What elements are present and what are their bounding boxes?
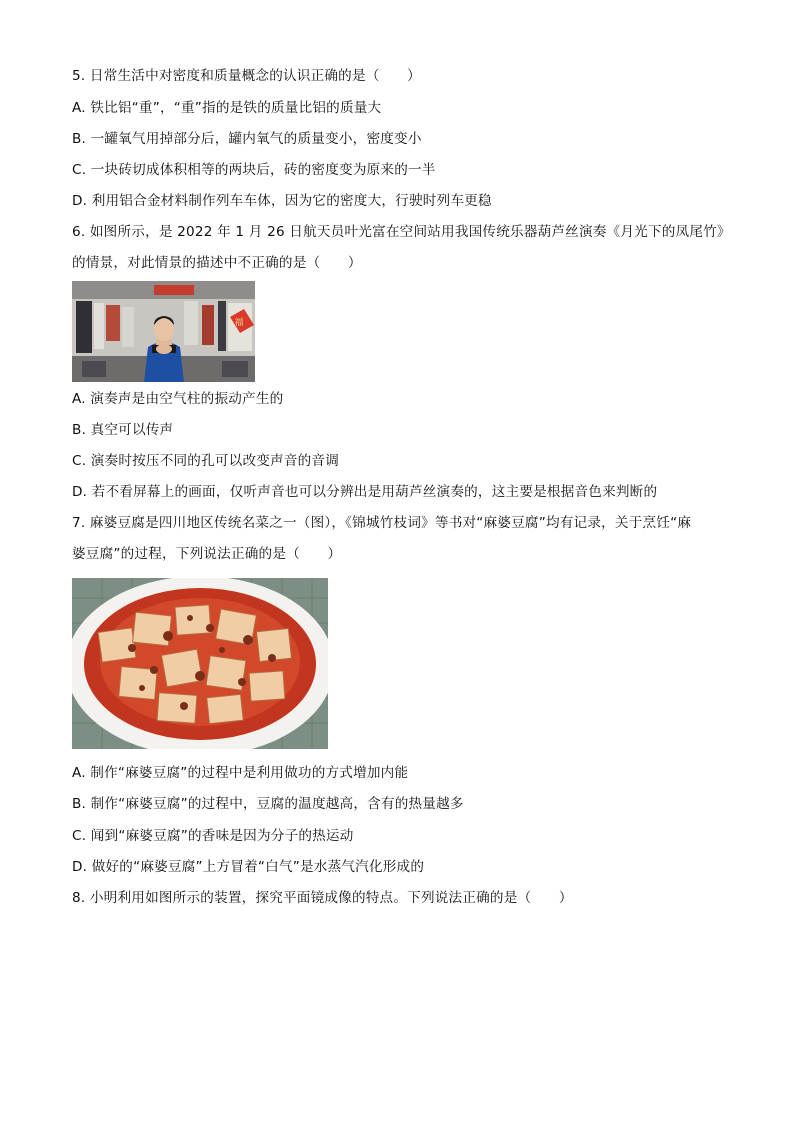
question-8-stem: 8. 小明利用如图所示的装置，探究平面镜成像的特点。下列说法正确的是（ ） xyxy=(72,890,573,906)
question-7-option-b: B. 制作“麻婆豆腐”的过程中，豆腐的温度越高，含有的热量越多 xyxy=(72,796,464,812)
question-5-option-c: C. 一块砖切成体积相等的两块后，砖的密度变为原来的一半 xyxy=(72,162,436,178)
mapo-tofu-photo xyxy=(72,578,328,749)
question-5-option-b: B. 一罐氧气用掉部分后，罐内氧气的质量变小，密度变小 xyxy=(72,131,422,147)
question-7-option-d: D. 做好的“麻婆豆腐”上方冒着“白气”是水蒸气汽化形成的 xyxy=(72,859,425,875)
question-6-option-a: A. 演奏声是由空气柱的振动产生的 xyxy=(72,391,284,407)
space-station-photo xyxy=(72,281,255,382)
question-7-stem-line2: 婆豆腐”的过程，下列说法正确的是（ ） xyxy=(72,546,342,562)
question-6-option-d: D. 若不看屏幕上的画面，仅听声音也可以分辨出是用葫芦丝演奏的，这主要是根据音色来判断的 xyxy=(72,484,658,500)
question-7-option-c: C. 闻到“麻婆豆腐”的香味是因为分子的热运动 xyxy=(72,828,354,844)
fu-sign-text: 福 xyxy=(234,318,244,328)
question-7-option-a: A. 制作“麻婆豆腐”的过程中是利用做功的方式增加内能 xyxy=(72,765,409,781)
question-6-option-b: B. 真空可以传声 xyxy=(72,422,174,438)
question-5-stem: 5. 日常生活中对密度和质量概念的认识正确的是（ ） xyxy=(72,68,421,84)
question-5-option-a: A. 铁比铝“重”，“重”指的是铁的质量比铝的质量大 xyxy=(72,100,382,116)
question-5-option-d: D. 利用铝合金材料制作列车车体，因为它的密度大，行驶时列车更稳 xyxy=(72,193,492,209)
question-6-option-c: C. 演奏时按压不同的孔可以改变声音的音调 xyxy=(72,453,340,469)
question-7-stem-line1: 7. 麻婆豆腐是四川地区传统名菜之一（图），《锦城竹枝词》等书对“麻婆豆腐”均有记录，关于烹饪“麻 xyxy=(72,515,692,531)
question-6-stem-line2: 的情景，对此情景的描述中不正确的是（ ） xyxy=(72,255,362,271)
question-6-stem-line1: 6. 如图所示，是 2022 年 1 月 26 日航天员叶光富在空间站用我国传统乐器葫芦丝演奏《月光下的凤尾竹》 xyxy=(72,224,731,240)
